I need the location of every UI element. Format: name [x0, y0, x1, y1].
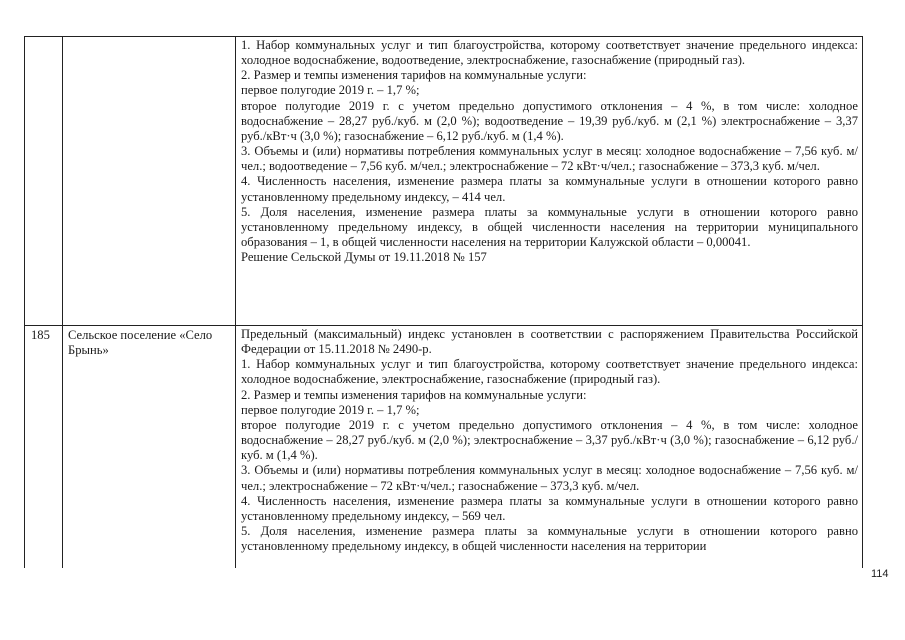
page-number: 114	[871, 568, 889, 580]
paragraph: 3. Объемы и (или) нормативы потребления коммунальных услуг в месяц: холодное водоснабжение – 7,56 куб. м/чел.; водоотведение – 7,56 куб. м/чел.; электроснабжение – 72 кВт·ч/чел.; газоснабжение – 373,3 куб. м/чел.	[241, 144, 858, 174]
paragraph: 4. Численность населения, изменение размера платы за коммунальные услуги в отношении которого равно установленному предельному индексу, – 414 чел.	[241, 174, 858, 204]
row-description	[236, 326, 862, 568]
table-row	[25, 37, 862, 325]
paragraph: второе полугодие 2019 г. с учетом предельно допустимого отклонения – 4 %, в том числе: холодное водоснабжение – 28,27 руб./куб. м (2,0 %); водоотведение – 19,39 руб./куб. м (2,1 %) электроснабжение – 3,37 руб./кВт·ч (3,0 %); газоснабжение – 6,12 руб./куб. м (1,4 %).	[241, 98, 858, 143]
paragraph: 2. Размер и темпы изменения тарифов на коммунальные услуги:	[241, 68, 587, 83]
paragraph: 4. Численность населения, изменение размера платы за коммунальные услуги в отношении которого равно установленному предельному индексу, – 569 чел.	[241, 493, 858, 523]
settlement-name	[63, 37, 236, 325]
paragraph: первое полугодие 2019 г. – 1,7 %;	[241, 83, 420, 98]
table-row	[25, 325, 862, 568]
decision-reference: Решение Сельской Думы от 19.11.2018 № 157	[241, 250, 487, 265]
paragraph: 2. Размер и темпы изменения тарифов на коммунальные услуги:	[241, 387, 587, 402]
paragraph: 3. Объемы и (или) нормативы потребления коммунальных услуг в месяц: холодное водоснабжение – 7,56 куб. м/чел.; электроснабжение – 72 кВт·ч/чел.; газоснабжение – 373,3 куб. м/чел.	[241, 463, 858, 493]
paragraph: 5. Доля населения, изменение размера платы за коммунальные услуги в отношении которого равно установленному предельному индексу, в общей численности населения на территории муниципального образования – 1, в общей численности населения на территории Калужской области – 0,00041.	[241, 204, 858, 250]
paragraph: 5. Доля населения, изменение размера платы за коммунальные услуги в отношении которого равно установленному предельному индексу, в общей численности населения на территории	[241, 524, 858, 554]
row-number: 185	[25, 326, 63, 568]
paragraph: первое полугодие 2019 г. – 1,7 %;	[241, 402, 420, 417]
row-description	[236, 37, 862, 325]
paragraph: 1. Набор коммунальных услуг и тип благоустройства, которому соответствует значение предельного индекса: холодное водоснабжение, электроснабжение, газоснабжение (природный газ).	[241, 357, 858, 387]
row-number	[25, 37, 63, 325]
tariff-table	[24, 36, 863, 568]
settlement-name: Сельское поселение «Село Брынь»	[63, 326, 236, 568]
paragraph: второе полугодие 2019 г. с учетом предельно допустимого отклонения – 4 %, в том числе: холодное водоснабжение – 28,27 руб./куб. м (2,0 %); электроснабжение – 3,37 руб./кВт·ч (3,0 %); газоснабжение – 6,12 руб./куб. м (1,4 %).	[241, 417, 858, 463]
paragraph: 1. Набор коммунальных услуг и тип благоустройства, которому соответствует значение предельного индекса: холодное водоснабжение, водоотведение, электроснабжение, газоснабжение (природный газ).	[241, 38, 858, 68]
paragraph: Предельный (максимальный) индекс установлен в соответствии с распоряжением Правительства Российской Федерации от 15.11.2018 № 2490-р.	[241, 327, 858, 357]
